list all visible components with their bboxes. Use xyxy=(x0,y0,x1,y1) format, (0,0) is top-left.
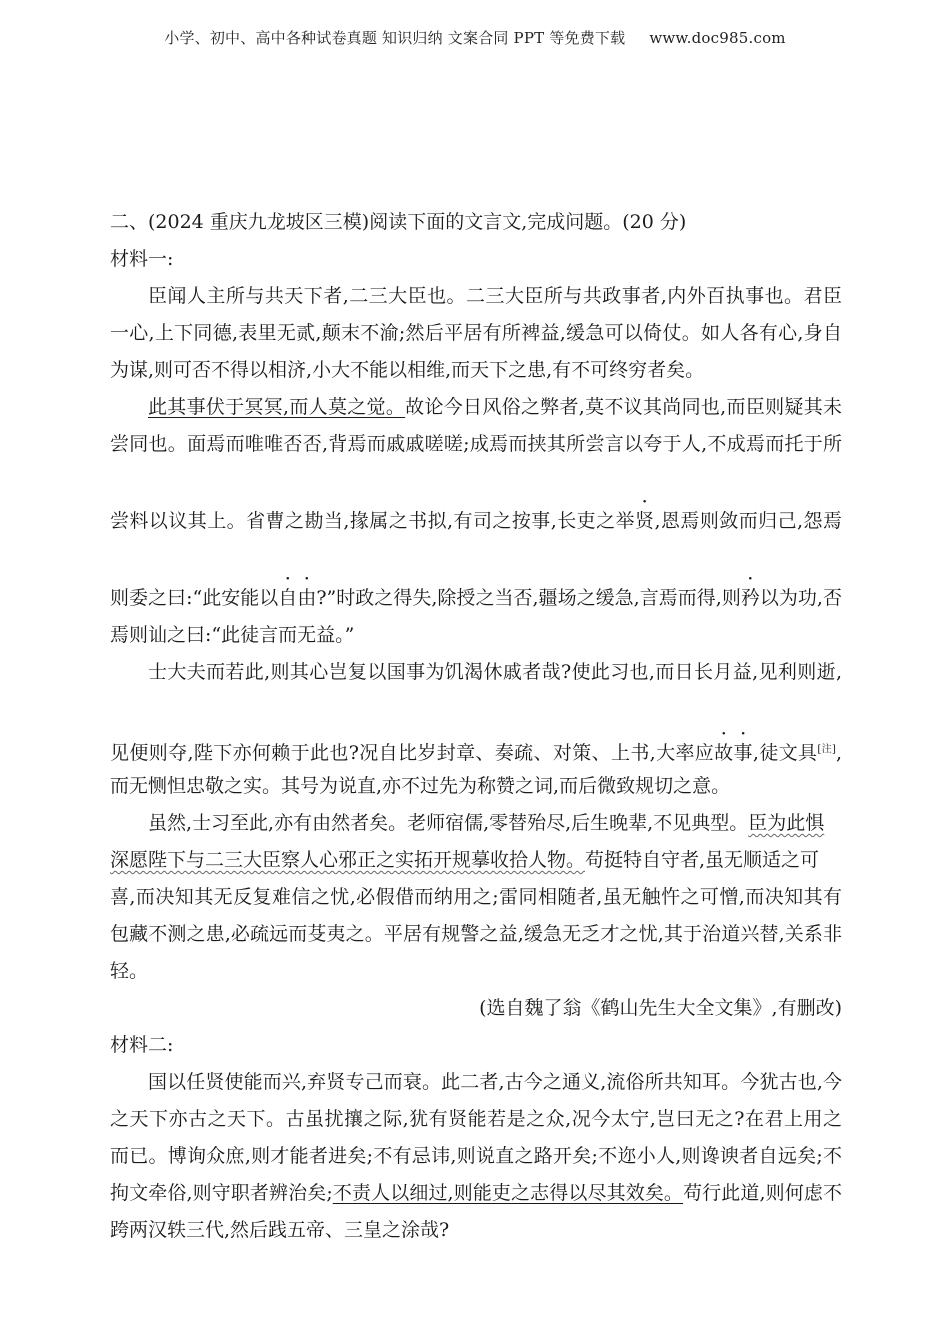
header-text: 小学、初中、高中各种试卷真题 知识归纳 文案合同 PPT 等免费下载 xyxy=(164,29,626,47)
m2-line-4: 拘文牵俗,则守职者辨治矣;不责人以细过,则能吏之志得以尽其效矣。苟行此道,则何虑不 xyxy=(110,1182,842,1204)
m1-line-14: 喜,而决知其无反复难信之忧,必假借而纳用之;雷同相随者,虽无触忤之可憎,而决知其有 xyxy=(110,886,842,908)
dotted-char-gu: 故 xyxy=(714,742,734,764)
dotted-char-jin: 矜 xyxy=(740,587,760,609)
m1-line-11: 而无恻怛忠敬之实。其号为说直,亦不过先为称赞之词,而后微致规切之意。 xyxy=(110,775,731,797)
question-title: 二、(2024 重庆九龙坡区三模)阅读下面的文言文,完成问题。(20 分) xyxy=(110,211,687,233)
m1-line-4: 此其事伏于冥冥,而人莫之觉。故论今日风俗之弊者,莫不议其尚同也,而臣则疑其未 xyxy=(148,396,842,418)
m1-line-3: 为谋,则可否不得以相济,小大不能以相维,而天下之患,有不可终穷者矣。 xyxy=(110,359,705,381)
m1-line-15: 包藏不测之患,必疏远而芟夷之。平居有规警之益,缓急无乏才之忧,其于治道兴替,关系非 xyxy=(110,923,842,945)
m2-line-2: 之天下亦古之天下。古虽扰攘之际,犹有贤能若是之众,况今太宁,岂曰无之?在君上用之 xyxy=(110,1108,842,1130)
dotted-char-xian: 贤 xyxy=(635,510,655,532)
m1-line-10: 见便则夺,陛下亦何赖于此也?况自比岁封章、奏疏、对策、上书,大率应故事,徒文具[注], xyxy=(110,742,842,764)
dotted-char-zi: 自 xyxy=(278,587,298,609)
m1-line-8: 焉则讪之曰:“此徒言而无益。” xyxy=(110,624,355,646)
source-citation: (选自魏了翁《鹤山先生大全文集》,有删改) xyxy=(479,997,842,1019)
m1-line-6: 尝料以议其上。省曹之勘当,掾属之书拟,有司之按事,长吏之举贤,恩焉则敛而归己,怨焉 xyxy=(110,510,842,532)
m1-line-9: 士大夫而若此,则其心岂复以国事为饥渴休戚者哉?使此习也,而日长月益,见利则逝, xyxy=(148,661,842,683)
m2-line-5: 跨两汉轶三代,然后践五帝、三皇之涂哉? xyxy=(110,1219,450,1241)
dotted-char-shi: 事 xyxy=(733,742,753,764)
material1-label: 材料一: xyxy=(110,248,174,270)
page-header xyxy=(0,27,950,48)
dotted-char-you: 由 xyxy=(297,587,317,609)
header-site[interactable]: www.doc985.com xyxy=(649,29,786,47)
m1-line-7: 则委之曰:“此安能以自由?”时政之得失,除授之当否,疆场之缓急,言焉而得,则矜以为功,否 xyxy=(110,587,842,609)
m1-line-2: 一心,上下同德,表里无贰,颠末不渝;然后平居有所裨益,缓急可以倚仗。如人各有心,身自 xyxy=(110,322,842,344)
wavy-underline-part-2: 深愿陛下与二三大臣察人心邪正之实拓开规摹收拾人物。 xyxy=(110,849,586,871)
m1-line-5: 尝同也。面焉而唯唯否否,背焉而戚戚嗟嗟;成焉而挟其所尝言以夸于人,不成焉而托于所 xyxy=(110,433,842,455)
m2-line-3: 而已。博询众庶,则才能者进矣;不有忌讳,则说直之路开矣;不迩小人,则谗谀者自远矣;不 xyxy=(110,1145,842,1167)
m2-line-1: 国以任贤使能而兴,弃贤专己而衰。此二者,古今之通义,流俗所共知耳。今犹古也,今 xyxy=(148,1071,842,1093)
wavy-underline-part-1: 臣为此惧 xyxy=(748,812,825,834)
footnote-marker: [注] xyxy=(817,744,836,755)
m1-line-16: 轻。 xyxy=(110,960,149,982)
m1-line-1: 臣闻人主所与共天下者,二三大臣也。二三大臣所与共政事者,内外百执事也。君臣 xyxy=(148,285,842,307)
underlined-sentence-1: 此其事伏于冥冥,而人莫之觉。 xyxy=(148,396,406,418)
m1-line-12: 虽然,士习至此,亦有由然者矣。老师宿儒,零替殆尽,后生晚辈,不见典型。臣为此惧 xyxy=(148,812,825,834)
material2-label: 材料二: xyxy=(110,1034,174,1056)
m1-line-13: 深愿陛下与二三大臣察人心邪正之实拓开规摹收拾人物。苟挺特自守者,虽无顺适之可 xyxy=(110,849,820,871)
underlined-sentence-2: 不责人以细过,则能吏之志得以尽其效矣。 xyxy=(332,1182,684,1204)
document-body xyxy=(110,210,842,1243)
